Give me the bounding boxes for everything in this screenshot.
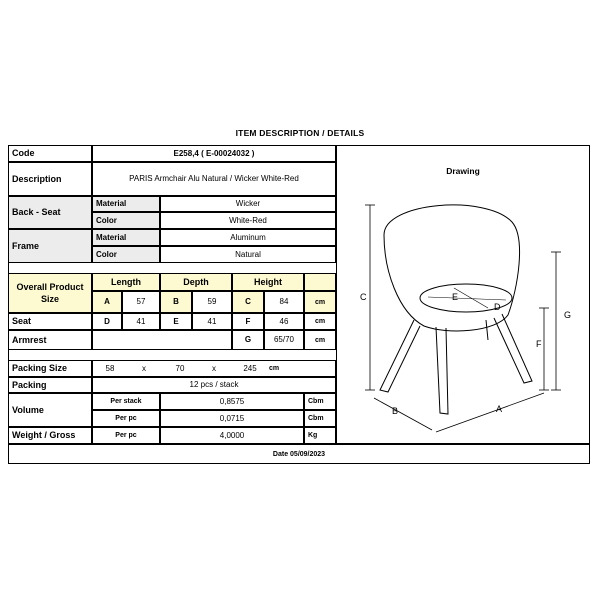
description-value: PARIS Armchair Alu Natural / Wicker White-Red bbox=[92, 162, 336, 196]
value-g: 65/70 bbox=[264, 330, 304, 350]
overall-size-label: Overall Product Size bbox=[8, 273, 92, 313]
packing-length: 58 bbox=[105, 363, 115, 373]
packing-height: 245 bbox=[243, 363, 257, 373]
armrest-blank bbox=[92, 330, 232, 350]
code-label: Code bbox=[8, 145, 92, 162]
key-d: D bbox=[92, 313, 122, 330]
back-seat-material-value: Wicker bbox=[160, 196, 336, 212]
volume-per-stack-value: 0,8575 bbox=[160, 393, 304, 410]
front-left-leg bbox=[380, 320, 420, 392]
key-e: E bbox=[160, 313, 192, 330]
back-seat-label: Back - Seat bbox=[8, 196, 92, 229]
key-c: C bbox=[232, 291, 264, 313]
length-header: Length bbox=[92, 273, 160, 291]
weight-label: Weight / Gross bbox=[8, 427, 92, 444]
label-a: A bbox=[496, 404, 503, 414]
packing-unit: cm bbox=[268, 365, 280, 372]
height-header: Height bbox=[232, 273, 304, 291]
unit-seat: cm bbox=[304, 313, 336, 330]
value-e: 41 bbox=[192, 313, 232, 330]
value-d: 41 bbox=[122, 313, 160, 330]
value-a: 57 bbox=[122, 291, 160, 313]
unit-armrest: cm bbox=[304, 330, 336, 350]
frame-color-label: Color bbox=[92, 246, 160, 263]
key-g: G bbox=[232, 330, 264, 350]
volume-label: Volume bbox=[8, 393, 92, 427]
unit-overall: cm bbox=[304, 291, 336, 313]
depth-header: Depth bbox=[160, 273, 232, 291]
chair-drawing bbox=[336, 190, 590, 444]
back-seat-material-label: Material bbox=[92, 196, 160, 212]
chair-shell bbox=[384, 205, 520, 331]
packing-x1: x bbox=[142, 363, 146, 373]
seat-label: Seat bbox=[8, 313, 92, 330]
packing-size-label: Packing Size bbox=[8, 360, 92, 377]
armrest-label: Armrest bbox=[8, 330, 92, 350]
volume-per-pc-value: 0,0715 bbox=[160, 410, 304, 427]
volume-per-stack-label: Per stack bbox=[92, 393, 160, 410]
packing-width: 70 bbox=[175, 363, 185, 373]
label-d: D bbox=[494, 302, 501, 312]
unit-header-blank bbox=[304, 273, 336, 291]
value-f: 46 bbox=[264, 313, 304, 330]
drawing-title: Drawing bbox=[446, 166, 480, 176]
key-f: F bbox=[232, 313, 264, 330]
back-seat-color-value: White-Red bbox=[160, 212, 336, 229]
label-b: B bbox=[392, 406, 399, 416]
weight-value: 4,0000 bbox=[160, 427, 304, 444]
frame-material-value: Aluminum bbox=[160, 229, 336, 246]
volume-per-stack-unit: Cbm bbox=[304, 393, 336, 410]
label-f: F bbox=[536, 339, 542, 349]
key-b: B bbox=[160, 291, 192, 313]
label-e: E bbox=[452, 292, 459, 302]
frame-label: Frame bbox=[8, 229, 92, 263]
code-value: E258,4 ( E-00024032 ) bbox=[92, 145, 336, 162]
front-right-leg bbox=[494, 314, 532, 383]
weight-unit: Kg bbox=[304, 427, 336, 444]
date-footer: Date 05/09/2023 bbox=[8, 444, 590, 464]
frame-material-label: Material bbox=[92, 229, 160, 246]
packing-label: Packing bbox=[8, 377, 92, 393]
key-a: A bbox=[92, 291, 122, 313]
page-heading: ITEM DESCRIPTION / DETAILS bbox=[235, 128, 365, 138]
back-seat-color-label: Color bbox=[92, 212, 160, 229]
volume-per-pc-label: Per pc bbox=[92, 410, 160, 427]
description-label: Description bbox=[8, 162, 92, 196]
volume-per-pc-unit: Cbm bbox=[304, 410, 336, 427]
label-g: G bbox=[564, 310, 572, 320]
value-c: 84 bbox=[264, 291, 304, 313]
rear-left-leg bbox=[436, 327, 448, 414]
weight-per-pc-label: Per pc bbox=[92, 427, 160, 444]
packing-x2: x bbox=[212, 363, 216, 373]
label-c: C bbox=[360, 292, 367, 302]
frame-color-value: Natural bbox=[160, 246, 336, 263]
value-b: 59 bbox=[192, 291, 232, 313]
packing-value: 12 pcs / stack bbox=[92, 377, 336, 393]
